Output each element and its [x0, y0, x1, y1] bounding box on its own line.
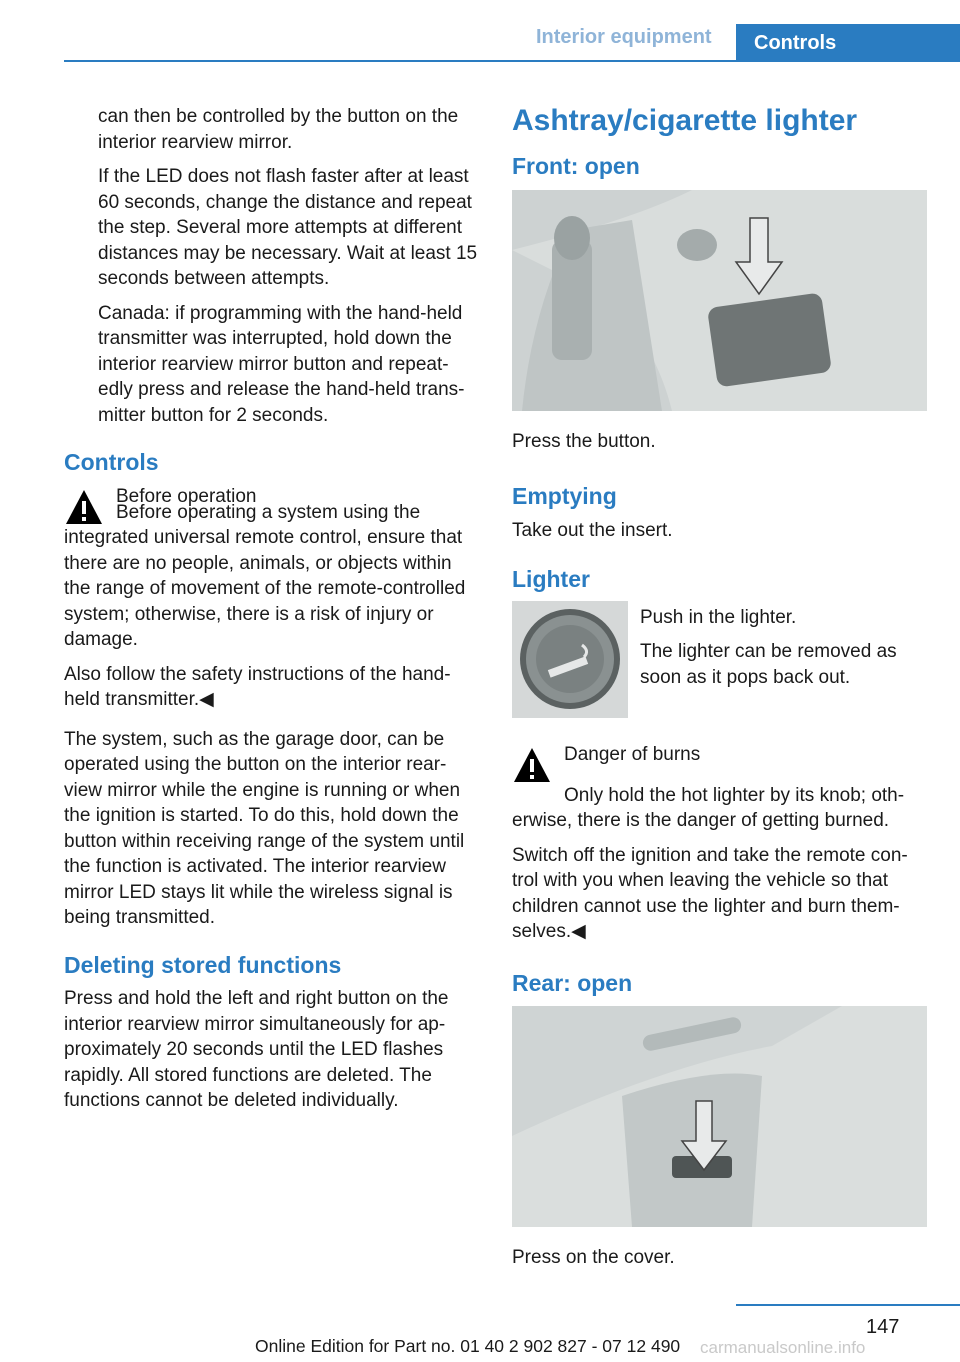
burns-text: Only hold the hot lighter by its knob; oth-erwise, there is the danger of getting burned.: [512, 784, 905, 831]
front-ashtray-photo: [512, 190, 927, 411]
deleting-heading: Deleting stored functions: [64, 951, 342, 978]
watermark: carmanualsonline.info: [700, 1338, 866, 1357]
warning-box-operation: [64, 484, 482, 534]
left-paragraph-3: Canada: if programming with the hand-held transmitter was interrupted, hold down the interior rearview mirror button and repeat-edly press and release the hand-held trans-mitter button for 2 seconds.: [98, 302, 465, 426]
warning-follow-text: Also follow the safety instructions of the hand-held transmitter.◀: [64, 663, 451, 710]
burns-follow-text: Switch off the ignition and take the remote con-trol with you when leaving the vehicle so that children cannot use the lighter and burn them-selves.◀: [512, 844, 908, 942]
emptying-text: Take out the insert.: [512, 519, 673, 541]
controls-heading: Controls: [64, 449, 159, 475]
rear-caption: Press on the cover.: [512, 1247, 675, 1268]
footer-rule: [736, 1304, 960, 1306]
warning-icon: [64, 488, 104, 526]
deleting-text: Press and hold the left and right button on the interior rearview mirror simultaneously for ap-proximately 20 seconds until the LED flashes rapidly. All stored functions are deleted. The functions cannot be deleted individually.: [64, 988, 449, 1111]
left-paragraph-1: can then be controlled by the button on the interior rearview mirror.: [98, 106, 459, 153]
warning-text: Before operating a system using the integrated universal remote control, ensure that there are no people, animals, or objects within the range of movement of the remote-controlled system; otherwise, there is a risk of injury or damage.: [64, 501, 466, 650]
header-section-tab[interactable]: Interior equipment: [536, 26, 712, 48]
edition-line: Online Edition for Part no. 01 40 2 902 827 - 07 12 490: [255, 1336, 681, 1356]
burns-title: Danger of burns: [564, 743, 701, 765]
lighter-heading: Lighter: [512, 566, 590, 592]
front-open-heading: Front: open: [512, 153, 640, 179]
system-paragraph: The system, such as the garage door, can be operated using the button on the interior rear-view mirror while the engine is running or when the ignition is started. To do this, hold down the button within receiving range of the system until the function is activated. The interior rearview mirror LED stays lit while the wireless signal is being transmitted.: [64, 728, 465, 928]
warning-icon: [512, 746, 552, 784]
rear-open-heading: Rear: open: [512, 969, 633, 996]
warning-box-burns: [512, 742, 930, 792]
left-column: [64, 104, 482, 1123]
lighter-block: [512, 601, 930, 718]
left-paragraph-2: If the LED does not flash faster after at least 60 seconds, change the distance and repeat the step. Several more attempts at different distances may be necessary. Wait at least 15 seconds between attempts.: [98, 166, 478, 289]
lighter-text-2: The lighter can be removed as soon as it pops back out.: [640, 641, 897, 688]
header-chapter-tab[interactable]: Controls: [736, 24, 960, 62]
page-number: 147: [866, 1316, 900, 1338]
lighter-image: [512, 601, 628, 718]
rear-ashtray-photo: [512, 1006, 927, 1227]
emptying-heading: Emptying: [512, 483, 617, 509]
lighter-text-1: Push in the lighter.: [640, 606, 797, 628]
warning-title: Before operation: [116, 485, 257, 507]
front-caption: Press the button.: [512, 430, 656, 452]
right-column: [512, 104, 930, 1280]
section-title: Ashtray/cigarette lighter: [512, 104, 858, 137]
